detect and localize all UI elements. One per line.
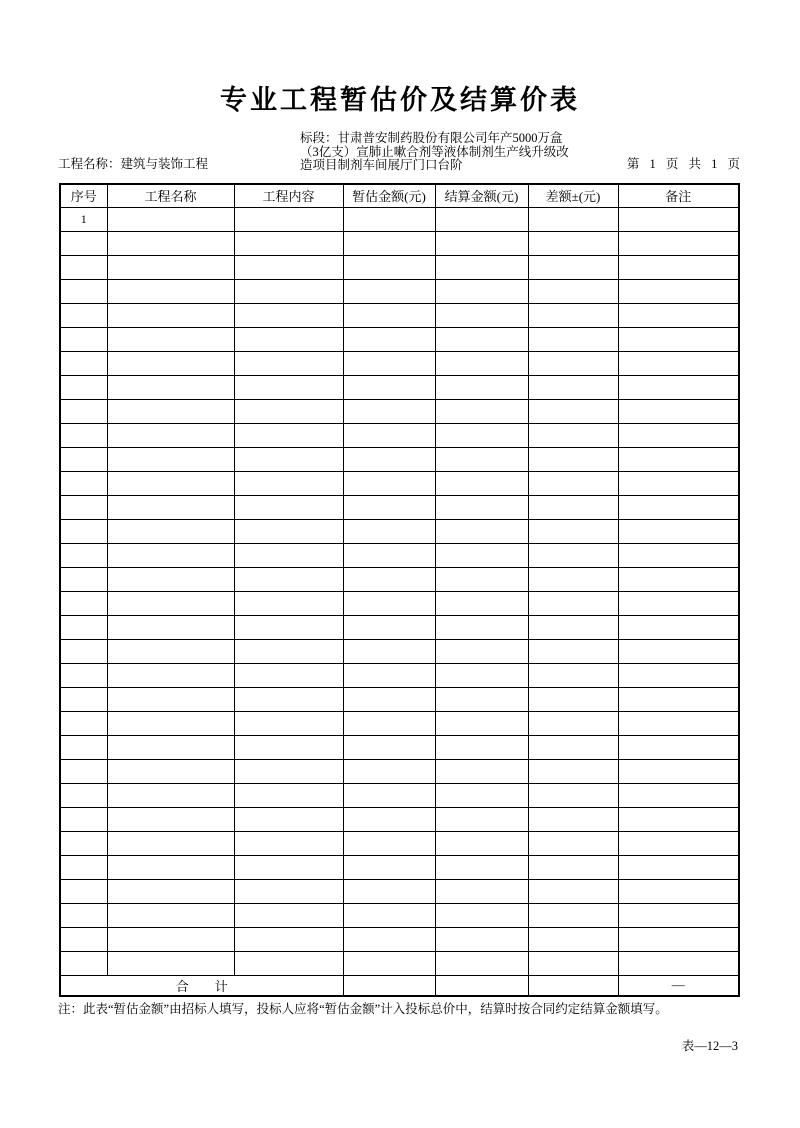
empty-cell xyxy=(234,471,343,495)
column-header-difference: 差额±(元) xyxy=(528,184,618,207)
empty-cell xyxy=(343,663,435,687)
empty-cell xyxy=(107,831,234,855)
empty-cell xyxy=(107,687,234,711)
empty-cell xyxy=(234,831,343,855)
empty-cell xyxy=(234,351,343,375)
empty-cell xyxy=(234,543,343,567)
table-row xyxy=(60,711,739,735)
table-row xyxy=(60,927,739,951)
empty-cell xyxy=(107,207,234,231)
empty-cell xyxy=(107,447,234,471)
empty-cell xyxy=(107,807,234,831)
column-header-project-name: 工程名称 xyxy=(107,184,234,207)
empty-cell xyxy=(528,255,618,279)
empty-cell xyxy=(618,903,739,927)
seq-cell xyxy=(60,855,107,879)
empty-cell xyxy=(618,783,739,807)
table-row xyxy=(60,903,739,927)
empty-cell xyxy=(618,399,739,423)
seq-cell xyxy=(60,687,107,711)
table-row xyxy=(60,303,739,327)
bid-section-line-1: 标段：甘肃普安制药股份有限公司年产5000万盒 xyxy=(300,131,563,145)
empty-cell xyxy=(234,447,343,471)
empty-cell xyxy=(435,399,528,423)
empty-cell xyxy=(528,831,618,855)
seq-cell xyxy=(60,927,107,951)
empty-cell xyxy=(343,951,435,975)
empty-cell xyxy=(618,471,739,495)
empty-cell xyxy=(234,423,343,447)
empty-cell xyxy=(435,207,528,231)
seq-cell xyxy=(60,471,107,495)
empty-cell xyxy=(107,303,234,327)
empty-cell xyxy=(435,543,528,567)
seq-cell xyxy=(60,615,107,639)
empty-cell xyxy=(343,207,435,231)
bid-section xyxy=(300,132,605,173)
empty-cell xyxy=(234,591,343,615)
empty-cell xyxy=(435,831,528,855)
empty-cell xyxy=(234,759,343,783)
table-row xyxy=(60,567,739,591)
empty-cell xyxy=(618,303,739,327)
empty-cell xyxy=(343,423,435,447)
seq-cell xyxy=(60,279,107,303)
empty-cell xyxy=(343,735,435,759)
empty-cell xyxy=(343,303,435,327)
table-row xyxy=(60,207,739,231)
empty-cell xyxy=(343,279,435,303)
empty-cell xyxy=(528,567,618,591)
empty-cell xyxy=(618,615,739,639)
empty-cell xyxy=(343,855,435,879)
empty-cell xyxy=(107,399,234,423)
empty-cell xyxy=(528,591,618,615)
empty-cell xyxy=(528,327,618,351)
empty-cell xyxy=(234,375,343,399)
empty-cell xyxy=(107,231,234,255)
empty-cell xyxy=(435,447,528,471)
empty-cell xyxy=(618,567,739,591)
empty-cell xyxy=(618,231,739,255)
seq-cell xyxy=(60,447,107,471)
empty-cell xyxy=(435,471,528,495)
seq-cell xyxy=(60,831,107,855)
seq-cell xyxy=(60,351,107,375)
empty-cell xyxy=(435,663,528,687)
empty-cell xyxy=(528,231,618,255)
seq-cell xyxy=(60,951,107,975)
table-header-row xyxy=(60,184,739,207)
empty-cell xyxy=(343,831,435,855)
empty-cell xyxy=(435,591,528,615)
empty-cell xyxy=(435,711,528,735)
total-label: 合 计 xyxy=(60,975,343,996)
empty-cell xyxy=(618,519,739,543)
table-row xyxy=(60,471,739,495)
empty-cell xyxy=(343,687,435,711)
table-row xyxy=(60,255,739,279)
empty-cell xyxy=(343,327,435,351)
table-row xyxy=(60,783,739,807)
empty-cell xyxy=(107,423,234,447)
empty-cell xyxy=(528,807,618,831)
empty-cell xyxy=(618,255,739,279)
seq-cell xyxy=(60,327,107,351)
table-row xyxy=(60,543,739,567)
seq-cell xyxy=(60,399,107,423)
empty-cell xyxy=(435,807,528,831)
empty-cell xyxy=(435,783,528,807)
project-name: 工程名称：建筑与装饰工程 xyxy=(58,157,209,171)
empty-cell xyxy=(107,519,234,543)
empty-cell xyxy=(234,567,343,591)
empty-cell xyxy=(234,879,343,903)
empty-cell xyxy=(343,231,435,255)
empty-cell xyxy=(343,255,435,279)
empty-cell xyxy=(618,279,739,303)
empty-cell xyxy=(343,519,435,543)
empty-cell xyxy=(343,639,435,663)
table-row xyxy=(60,399,739,423)
empty-cell xyxy=(343,783,435,807)
empty-cell xyxy=(618,879,739,903)
total-estimate-cell xyxy=(343,975,435,996)
empty-cell xyxy=(435,495,528,519)
empty-cell xyxy=(343,375,435,399)
table-row xyxy=(60,279,739,303)
table-row xyxy=(60,327,739,351)
empty-cell xyxy=(107,879,234,903)
seq-cell xyxy=(60,543,107,567)
total-difference-cell xyxy=(528,975,618,996)
empty-cell xyxy=(435,903,528,927)
table-row xyxy=(60,447,739,471)
empty-cell xyxy=(107,951,234,975)
empty-cell xyxy=(343,903,435,927)
empty-cell xyxy=(234,303,343,327)
empty-cell xyxy=(435,927,528,951)
empty-cell xyxy=(528,615,618,639)
empty-cell xyxy=(435,255,528,279)
seq-cell xyxy=(60,663,107,687)
empty-cell xyxy=(107,495,234,519)
empty-cell xyxy=(435,375,528,399)
footnote: 注：此表“暂估金额”由招标人填写，投标人应将“暂估金额”计入投标总价中，结算时按合同约定结算金额填写。 xyxy=(58,1002,668,1016)
empty-cell xyxy=(234,519,343,543)
header-meta xyxy=(58,132,740,173)
empty-cell xyxy=(435,879,528,903)
empty-cell xyxy=(343,759,435,783)
table-row xyxy=(60,639,739,663)
empty-cell xyxy=(435,231,528,255)
empty-cell xyxy=(528,951,618,975)
empty-cell xyxy=(107,759,234,783)
table-row xyxy=(60,495,739,519)
column-header-project-content: 工程内容 xyxy=(234,184,343,207)
empty-cell xyxy=(107,543,234,567)
empty-cell xyxy=(618,351,739,375)
table-row xyxy=(60,615,739,639)
empty-cell xyxy=(234,399,343,423)
empty-cell xyxy=(234,783,343,807)
empty-cell xyxy=(107,591,234,615)
empty-cell xyxy=(528,303,618,327)
empty-cell xyxy=(618,375,739,399)
seq-cell xyxy=(60,567,107,591)
table-row xyxy=(60,831,739,855)
empty-cell xyxy=(234,231,343,255)
bid-section-line-2: （3亿支）宣肺止嗽合剂等液体制剂生产线升级改 xyxy=(300,144,569,159)
empty-cell xyxy=(343,711,435,735)
empty-cell xyxy=(435,639,528,663)
empty-cell xyxy=(435,423,528,447)
empty-cell xyxy=(618,663,739,687)
empty-cell xyxy=(528,783,618,807)
empty-cell xyxy=(343,567,435,591)
seq-cell xyxy=(60,231,107,255)
table-row xyxy=(60,807,739,831)
empty-cell xyxy=(435,303,528,327)
empty-cell xyxy=(435,351,528,375)
empty-cell xyxy=(435,735,528,759)
seq-cell xyxy=(60,495,107,519)
empty-cell xyxy=(618,735,739,759)
total-remark-cell: — xyxy=(618,975,739,996)
empty-cell xyxy=(435,855,528,879)
empty-cell xyxy=(234,207,343,231)
empty-cell xyxy=(107,351,234,375)
empty-cell xyxy=(528,495,618,519)
empty-cell xyxy=(343,927,435,951)
page-title: 专业工程暂估价及结算价表 xyxy=(220,85,580,115)
empty-cell xyxy=(234,495,343,519)
empty-cell xyxy=(528,447,618,471)
empty-cell xyxy=(107,375,234,399)
table-row xyxy=(60,519,739,543)
seq-cell xyxy=(60,807,107,831)
empty-cell xyxy=(528,903,618,927)
table-row xyxy=(60,759,739,783)
empty-cell xyxy=(528,735,618,759)
empty-cell xyxy=(528,855,618,879)
empty-cell xyxy=(618,543,739,567)
empty-cell xyxy=(528,927,618,951)
empty-cell xyxy=(107,327,234,351)
empty-cell xyxy=(107,783,234,807)
seq-cell xyxy=(60,255,107,279)
column-header-seq: 序号 xyxy=(60,184,107,207)
seq-cell xyxy=(60,591,107,615)
table-row xyxy=(60,879,739,903)
empty-cell xyxy=(435,687,528,711)
empty-cell xyxy=(343,879,435,903)
table-row xyxy=(60,423,739,447)
empty-cell xyxy=(343,399,435,423)
empty-cell xyxy=(107,927,234,951)
table-row xyxy=(60,735,739,759)
empty-cell xyxy=(343,351,435,375)
seq-cell xyxy=(60,519,107,543)
seq-cell xyxy=(60,375,107,399)
empty-cell xyxy=(107,639,234,663)
table-header xyxy=(60,184,739,207)
empty-cell xyxy=(343,471,435,495)
empty-cell xyxy=(618,855,739,879)
seq-cell xyxy=(60,639,107,663)
empty-cell xyxy=(528,663,618,687)
empty-cell xyxy=(234,855,343,879)
table-row xyxy=(60,663,739,687)
table-body xyxy=(60,207,739,975)
empty-cell xyxy=(618,591,739,615)
empty-cell xyxy=(528,711,618,735)
empty-cell xyxy=(618,927,739,951)
seq-cell xyxy=(60,783,107,807)
seq-cell xyxy=(60,735,107,759)
empty-cell xyxy=(107,615,234,639)
empty-cell xyxy=(234,735,343,759)
empty-cell xyxy=(107,855,234,879)
page-indicator: 第 1 页 共 1 页 xyxy=(626,157,740,171)
empty-cell xyxy=(343,447,435,471)
empty-cell xyxy=(528,399,618,423)
empty-cell xyxy=(107,663,234,687)
empty-cell xyxy=(343,543,435,567)
empty-cell xyxy=(234,663,343,687)
total-settlement-cell xyxy=(435,975,528,996)
empty-cell xyxy=(528,471,618,495)
seq-cell xyxy=(60,711,107,735)
empty-cell xyxy=(528,519,618,543)
empty-cell xyxy=(528,543,618,567)
empty-cell xyxy=(234,327,343,351)
table-row xyxy=(60,591,739,615)
seq-cell xyxy=(60,903,107,927)
empty-cell xyxy=(234,687,343,711)
empty-cell xyxy=(234,255,343,279)
seq-cell xyxy=(60,303,107,327)
empty-cell xyxy=(107,903,234,927)
empty-cell xyxy=(234,903,343,927)
table-row xyxy=(60,687,739,711)
form-number: 表—12—3 xyxy=(681,1039,738,1053)
empty-cell xyxy=(107,711,234,735)
empty-cell xyxy=(234,807,343,831)
empty-cell xyxy=(435,615,528,639)
empty-cell xyxy=(435,279,528,303)
column-header-settlement-amount: 结算金额(元) xyxy=(435,184,528,207)
empty-cell xyxy=(435,567,528,591)
table-row xyxy=(60,231,739,255)
empty-cell xyxy=(107,567,234,591)
empty-cell xyxy=(528,879,618,903)
empty-cell xyxy=(618,327,739,351)
empty-cell xyxy=(618,423,739,447)
total-row xyxy=(60,975,739,996)
empty-cell xyxy=(528,639,618,663)
empty-cell xyxy=(107,279,234,303)
column-header-remark: 备注 xyxy=(618,184,739,207)
bid-section-line-3: 造项目制剂车间展厅门口台阶 xyxy=(300,158,463,172)
empty-cell xyxy=(528,351,618,375)
empty-cell xyxy=(618,711,739,735)
empty-cell xyxy=(435,759,528,783)
table-row xyxy=(60,375,739,399)
empty-cell xyxy=(528,279,618,303)
column-header-estimate-amount: 暂估金额(元) xyxy=(343,184,435,207)
empty-cell xyxy=(234,279,343,303)
empty-cell xyxy=(618,447,739,471)
empty-cell xyxy=(107,471,234,495)
empty-cell xyxy=(528,207,618,231)
empty-cell xyxy=(234,711,343,735)
empty-cell xyxy=(435,327,528,351)
empty-cell xyxy=(528,375,618,399)
empty-cell xyxy=(107,255,234,279)
empty-cell xyxy=(343,495,435,519)
estimate-settlement-table xyxy=(59,183,740,997)
table-row xyxy=(60,855,739,879)
seq-cell xyxy=(60,759,107,783)
empty-cell xyxy=(618,951,739,975)
empty-cell xyxy=(343,591,435,615)
empty-cell xyxy=(343,807,435,831)
empty-cell xyxy=(618,495,739,519)
table-footer xyxy=(60,975,739,996)
empty-cell xyxy=(618,639,739,663)
empty-cell xyxy=(618,687,739,711)
empty-cell xyxy=(343,615,435,639)
empty-cell xyxy=(528,687,618,711)
empty-cell xyxy=(528,759,618,783)
empty-cell xyxy=(435,951,528,975)
empty-cell xyxy=(107,735,234,759)
empty-cell xyxy=(618,807,739,831)
seq-cell xyxy=(60,423,107,447)
empty-cell xyxy=(234,615,343,639)
empty-cell xyxy=(618,759,739,783)
empty-cell xyxy=(234,927,343,951)
empty-cell xyxy=(234,951,343,975)
seq-cell xyxy=(60,879,107,903)
empty-cell xyxy=(435,519,528,543)
seq-cell: 1 xyxy=(60,207,107,231)
empty-cell xyxy=(528,423,618,447)
empty-cell xyxy=(618,207,739,231)
table-row xyxy=(60,351,739,375)
table-row xyxy=(60,951,739,975)
empty-cell xyxy=(234,639,343,663)
empty-cell xyxy=(618,831,739,855)
